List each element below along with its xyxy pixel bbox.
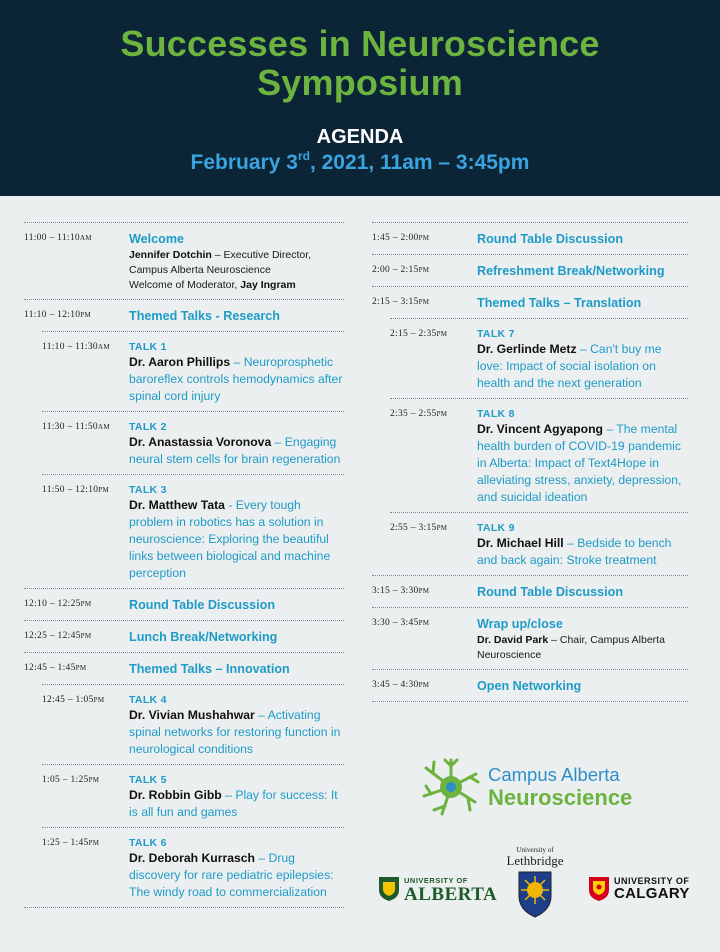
talk-time: 2:15 – 2:35pm (390, 329, 448, 339)
agenda-talk-5 (42, 764, 344, 827)
talk-number: TALK 1 (129, 341, 167, 353)
uofc-big-text: CALGARY (614, 885, 690, 902)
talk-time: 12:45 – 1:05pm (42, 695, 105, 705)
talk-title: – Engaging neural stem cells for brain regeneration (129, 435, 341, 466)
moderator-intro: Welcome of Moderator, (129, 279, 241, 291)
campus-alberta-neuroscience-logo (420, 756, 690, 818)
title-line-1: Successes in Neuroscience (120, 23, 600, 64)
agenda-talk-3 (42, 474, 344, 588)
speaker-name: Dr. Deborah Kurrasch (129, 851, 255, 865)
agenda-row-themed-innovation (24, 652, 344, 684)
moderator-name: Jay Ingram (240, 279, 296, 291)
talk-number: TALK 7 (477, 328, 515, 340)
talk-number: TALK 2 (129, 421, 167, 433)
speaker-name: Dr. David Park (477, 634, 549, 646)
speaker-name: Dr. Anastassia Voronova (129, 435, 272, 449)
talk-number: TALK 9 (477, 522, 515, 534)
row-time: 3:45 – 4:30pm (372, 680, 430, 690)
lethbridge-crest-icon (515, 870, 555, 920)
alberta-shield-icon (378, 876, 400, 902)
talk-title: – Bedside to bench and back again: Stroke treatment (477, 536, 672, 567)
agenda-left-column (24, 222, 344, 908)
speaker-desc: – Executive Director, Campus Alberta Neuroscience (129, 249, 312, 276)
agenda-row-lunch (24, 620, 344, 652)
speaker-name: Dr. Vincent Agyapong (477, 422, 603, 436)
row-time: 12:25 – 12:45pm (24, 631, 92, 641)
speaker-name: Jennifer Dotchin (129, 249, 212, 261)
talk-number: TALK 4 (129, 694, 167, 706)
talk-time: 11:10 – 11:30am (42, 342, 110, 352)
talk-title: – Activating spinal networks for restoring function in neurological conditions (129, 708, 341, 756)
logo-line-2: Neuroscience (488, 785, 633, 810)
agenda-row-themed-research (24, 299, 344, 331)
speaker-name: Dr. Gerlinde Metz (477, 342, 577, 356)
talk-title: - Every tough problem in robotics has a solution in neuroscience: Exploring the beautiful links between biological and machine perception (129, 498, 331, 580)
agenda-row-round-table-2 (372, 222, 688, 254)
row-time: 12:10 – 12:25pm (24, 599, 92, 609)
row-label: Themed Talks – Innovation (129, 662, 290, 676)
speaker-name: Dr. Aaron Phillips (129, 355, 231, 369)
talk-time: 2:55 – 3:15pm (390, 523, 448, 533)
uofa-big-text: ALBERTA (404, 884, 498, 905)
talk-time: 11:30 – 11:50am (42, 422, 110, 432)
agenda-talk-4 (42, 684, 344, 764)
row-time: 1:45 – 2:00pm (372, 233, 430, 243)
talk-number: TALK 5 (129, 774, 167, 786)
row-time: 2:15 – 3:15pm (372, 297, 430, 307)
row-label: Round Table Discussion (129, 598, 276, 612)
neuron-icon (420, 756, 482, 818)
row-label: Welcome (129, 232, 185, 246)
university-of-alberta-logo (378, 874, 498, 906)
agenda-talk-6 (42, 827, 344, 907)
agenda-talk-9 (390, 512, 688, 575)
uofc-small-text: UNIVERSITY OF (614, 876, 690, 886)
page-title (0, 24, 720, 102)
talk-title: – Can't buy me love: Impact of social isolation on health and the next generation (477, 342, 662, 390)
talk-number: TALK 8 (477, 408, 515, 420)
agenda-row-themed-translation (372, 286, 688, 318)
talk-time: 1:05 – 1:25pm (42, 775, 100, 785)
agenda-talk-2 (42, 411, 344, 474)
talk-title: – Neuroprosphetic baroreflex controls hemodynamics after spinal cord injury (129, 355, 343, 403)
speaker-desc: – Chair, Campus Alberta Neuroscience (477, 634, 665, 661)
row-label: Open Networking (477, 679, 582, 693)
uofa-small-text: UNIVERSITY OF (404, 876, 468, 885)
agenda-row-wrap-up (372, 607, 688, 669)
divider (24, 907, 344, 908)
speaker-name: Dr. Matthew Tata (129, 498, 225, 512)
row-time: 3:15 – 3:30pm (372, 586, 430, 596)
agenda-heading: AGENDA (316, 126, 404, 148)
event-date (0, 151, 720, 175)
date-time: , 2021, 11am – 3:45pm (309, 151, 530, 174)
talk-time: 2:35 – 2:55pm (390, 409, 448, 419)
row-label: Wrap up/close (477, 617, 563, 631)
date-main: February 3 (190, 151, 298, 174)
uofl-big-text: Lethbridge (506, 853, 564, 868)
uofl-small-text: University of (516, 846, 554, 854)
row-label: Round Table Discussion (477, 232, 624, 246)
talk-title: – Play for success: It is all fun and games (129, 788, 338, 819)
row-label: Themed Talks - Research (129, 309, 280, 323)
agenda-row-welcome (24, 222, 344, 299)
speaker-name: Dr. Michael Hill (477, 536, 564, 550)
agenda-row-round-table-3 (372, 575, 688, 607)
talk-number: TALK 6 (129, 837, 167, 849)
row-label: Themed Talks – Translation (477, 296, 642, 310)
university-of-calgary-logo (588, 874, 698, 906)
agenda-talk-7 (390, 318, 688, 398)
speaker-name: Dr. Vivian Mushahwar (129, 708, 255, 722)
date-superscript: rd (297, 149, 310, 163)
university-of-lethbridge-logo (505, 846, 565, 920)
agenda-right-column (372, 222, 688, 702)
divider (372, 701, 688, 702)
row-time: 11:10 – 12:10pm (24, 310, 92, 320)
talk-number: TALK 3 (129, 484, 167, 496)
row-time: 12:45 – 1:45pm (24, 663, 87, 673)
agenda-row-round-table-1 (24, 588, 344, 620)
row-label: Refreshment Break/Networking (477, 264, 665, 278)
logo-line-1: Campus Alberta (488, 764, 620, 785)
row-label: Round Table Discussion (477, 585, 624, 599)
agenda-row-open-networking (372, 669, 688, 701)
talk-title: – Drug discovery for rare pediatric epilepsies: The windy road to commercialization (129, 851, 334, 899)
talk-time: 1:25 – 1:45pm (42, 838, 100, 848)
header-banner (0, 0, 720, 196)
talk-time: 11:50 – 12:10pm (42, 485, 110, 495)
row-time: 11:00 – 11:10am (24, 233, 92, 243)
row-time: 3:30 – 3:45pm (372, 618, 430, 628)
agenda-row-refreshment (372, 254, 688, 286)
row-time: 2:00 – 2:15pm (372, 265, 430, 275)
talk-title: – The mental health burden of COVID-19 pandemic in Alberta: Impact of Text4Hope in alleviating stress, anxiety, depression, and suicidal ideation (477, 422, 682, 504)
agenda-talk-8 (390, 398, 688, 512)
calgary-shield-icon (588, 876, 610, 902)
title-line-2: Symposium (257, 62, 463, 103)
speaker-name: Dr. Robbin Gibb (129, 788, 222, 802)
row-label: Lunch Break/Networking (129, 630, 278, 644)
agenda-talk-1 (42, 331, 344, 411)
